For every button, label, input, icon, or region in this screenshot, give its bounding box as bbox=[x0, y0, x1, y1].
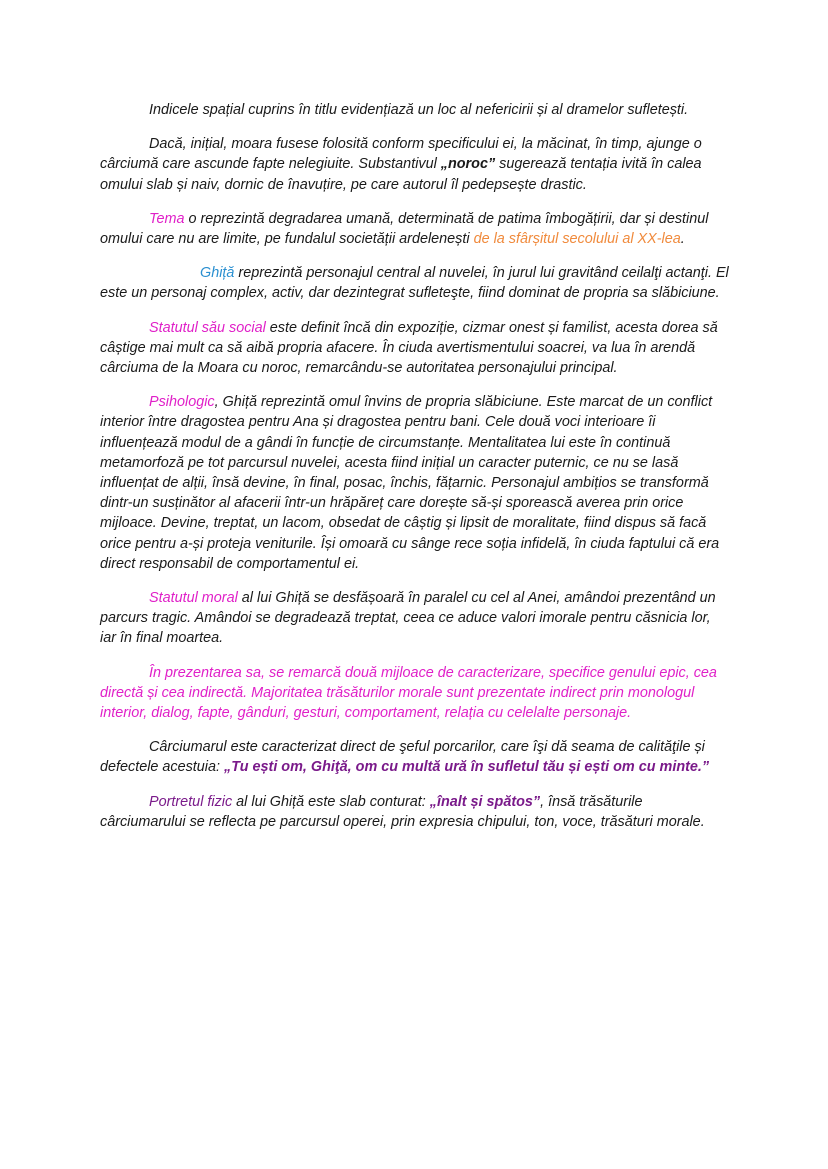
paragraph-text: , însă trăsăturile cârciumarului se reflecta pe parcursul operei, prin expresia chipului, ton, voce, trăsături morale. bbox=[100, 793, 705, 830]
label-ghita: Ghiță bbox=[200, 265, 235, 282]
quote-seful-porcarilor: „Tu ești om, Ghiţă, om cu multă ură în sufletul tău și ești om cu minte.” bbox=[224, 759, 710, 776]
paragraph-moara-noroc bbox=[100, 134, 730, 195]
paragraph-text: Dacă, inițial, moara fusese folosită conform specificului ei, la măcinat, în timp, ajunge o cârciumă care ascunde fapte nelegiuite. Substantivul bbox=[100, 136, 702, 173]
paragraph-text: . bbox=[680, 231, 685, 248]
paragraph-portret-fizic bbox=[100, 792, 730, 832]
paragraph-statut-moral bbox=[100, 588, 730, 649]
highlight-period: de la sfârșitul secolului al XX-lea bbox=[473, 231, 681, 248]
label-psihologic: Psihologic bbox=[149, 394, 215, 411]
paragraph-psihologic bbox=[100, 392, 730, 574]
paragraph-text: Indicele spațial cuprins în titlu evidențiază un loc al nefericirii și al dramelor sufletești. bbox=[149, 102, 689, 118]
paragraph-tema bbox=[100, 209, 730, 249]
label-tema: Tema bbox=[149, 210, 185, 227]
paragraph-text: al lui Ghiță este slab conturat: bbox=[232, 793, 430, 810]
document-page bbox=[100, 100, 730, 846]
paragraph-ghita bbox=[100, 263, 730, 303]
paragraph-carciumar bbox=[100, 737, 730, 777]
paragraph-statut-social bbox=[100, 318, 730, 379]
paragraph-caracterizare bbox=[100, 663, 730, 724]
paragraph-text: reprezintă personajul central al nuvelei, în jurul lui gravitând ceilalţi actanţi. El este un personaj complex, activ, dar dezintegrat sufleteşte, fiind dominat de propria sa slăbiciune. bbox=[100, 265, 729, 302]
paragraph-text: Cârciumarul este caracterizat direct de şeful porcarilor, care îşi dă seama de calităţile și defectele acestuia: bbox=[100, 739, 705, 776]
paragraph-title-index bbox=[100, 100, 730, 120]
paragraph-text: În prezentarea sa, se remarcă două mijloace de caracterizare, specifice genului epic, cea directă și cea indirectă. Majoritatea trăsăturilor morale sunt prezentate indirect prin monologul interior, dialog, fapte, gânduri, gesturi, comportament, relația cu celelalte personaje. bbox=[100, 664, 717, 722]
label-portret-fizic: Portretul fizic bbox=[149, 793, 233, 810]
paragraph-text: o reprezintă degradarea umană, determinată de patima îmbogățirii, dar și destinul omului care nu are limite, pe fundalul societății ardelenești bbox=[100, 210, 709, 248]
paragraph-text: , Ghiță reprezintă omul învins de propria slăbiciune. Este marcat de un conflict interior între dragostea pentru Ana și dragostea pentru bani. Cele două voci interioare îi influențează modul de a gândi în funcție de circumstanțe. Mentalitatea lui este în continuă metamorfoză pe tot parcursul nuvelei, acesta fiind inițial un caracter puternic, ce nu se lasă influențat de alții, însă devine, în final, posac, închis, fățarnic. Personajul ambițios se transformă dintr-un susținător al afacerii într-un hrăpăreț care dorește să-și sporească averea prin orice mijloace. Devine, treptat, un lacom, obsedat de câștig și lipsit de moralitate, fiind dispus să facă orice pentru a-și proteja veniturile. Își omoară cu sânge rece soția infidelă, în ciuda faptului că era direct responsabil de comportamentul ei. bbox=[100, 394, 720, 572]
label-statut-social: Statutul său social bbox=[149, 319, 266, 336]
paragraph-text: al lui Ghiță se desfășoară în paralel cu cel al Anei, amândoi prezentând un parcurs tragic. Amândoi se degradează treptat, ceea ce aduce valori imorale pentru căsnicia lor, iar în final moartea. bbox=[100, 590, 716, 647]
highlight-noroc: „noroc” bbox=[440, 156, 496, 173]
quote-inalt-spatos: „înalt și spătos” bbox=[429, 793, 541, 810]
paragraph-text: este definit încă din expoziție, cizmar onest și familist, acesta dorea să câștige mai mult ca să aibă propria afacere. În ciuda avertismentului soacrei, va lua în arendă cârciuma de la Moara cu noroc, remarcându-se autoritatea personajului principal. bbox=[100, 319, 718, 377]
paragraph-text: sugerează tentația ivită în calea omului slab și naiv, dornic de înavuțire, pe care autorul îl pedepsește drastic. bbox=[100, 156, 702, 193]
label-statut-moral: Statutul moral bbox=[149, 590, 238, 607]
